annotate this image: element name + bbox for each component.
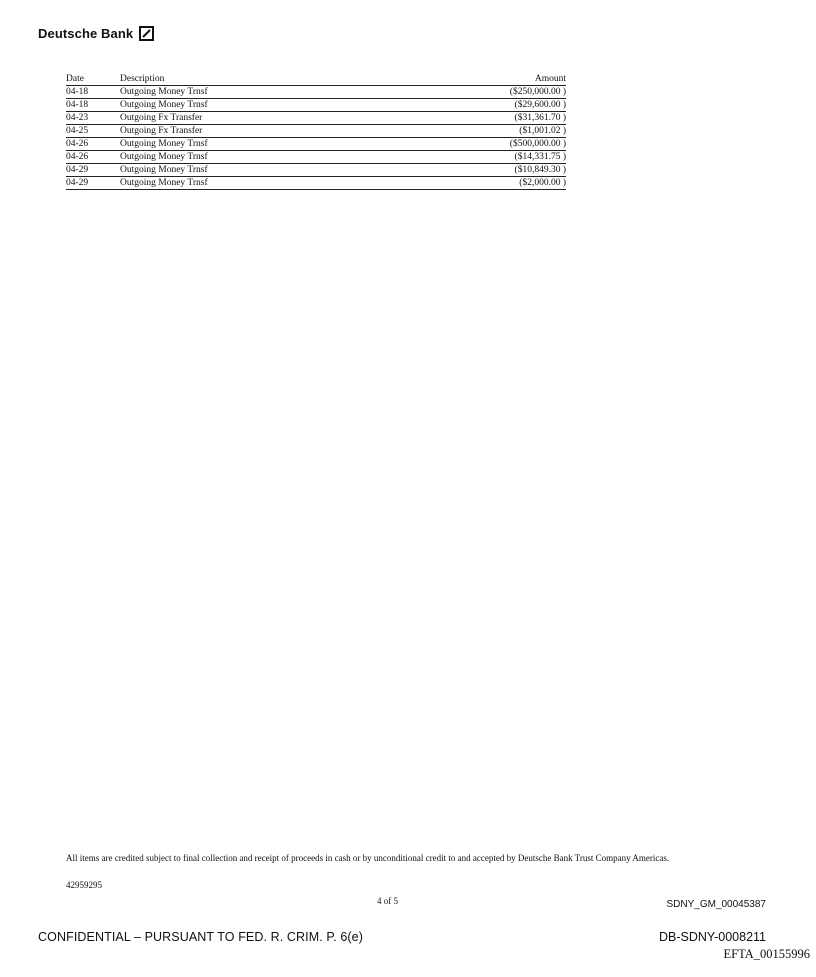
- cell-amount: ($2,000.00 ): [420, 177, 566, 190]
- cell-date: 04-23: [66, 112, 120, 125]
- deutsche-bank-logo-icon: [139, 26, 154, 41]
- cell-date: 04-29: [66, 164, 120, 177]
- cell-date: 04-29: [66, 177, 120, 190]
- cell-description: Outgoing Money Trnsf: [120, 99, 420, 112]
- table-row: [66, 86, 566, 99]
- cell-date: 04-25: [66, 125, 120, 138]
- cell-description: Outgoing Money Trnsf: [120, 86, 420, 99]
- cell-amount: ($10,849.30 ): [420, 164, 566, 177]
- cell-date: 04-26: [66, 151, 120, 164]
- cell-amount: ($250,000.00 ): [420, 86, 566, 99]
- cell-amount: ($1,001.02 ): [420, 125, 566, 138]
- confidential-notice: CONFIDENTIAL – PURSUANT TO FED. R. CRIM. P. 6(e): [38, 930, 363, 944]
- column-header-description: Description: [120, 73, 420, 86]
- brand-name: Deutsche Bank: [38, 26, 134, 41]
- cell-description: Outgoing Money Trnsf: [120, 177, 420, 190]
- cell-description: Outgoing Money Trnsf: [120, 138, 420, 151]
- cell-amount: ($500,000.00 ): [420, 138, 566, 151]
- table-header-row: [66, 73, 566, 86]
- table-row: [66, 164, 566, 177]
- cell-date: 04-18: [66, 86, 120, 99]
- table-row: [66, 99, 566, 112]
- cell-amount: ($14,331.75 ): [420, 151, 566, 164]
- cell-amount: ($31,361.70 ): [420, 112, 566, 125]
- cell-description: Outgoing Fx Transfer: [120, 112, 420, 125]
- page-header: [38, 26, 154, 41]
- table-row: [66, 138, 566, 151]
- cell-amount: ($29,600.00 ): [420, 99, 566, 112]
- table-row: [66, 177, 566, 190]
- cell-description: Outgoing Money Trnsf: [120, 164, 420, 177]
- account-number: 42959295: [66, 880, 102, 890]
- transactions-table: [66, 73, 566, 190]
- cell-description: Outgoing Money Trnsf: [120, 151, 420, 164]
- footer-disclaimer: All items are credited subject to final collection and receipt of proceeds in cash or by unconditional credit to and accepted by Deutsche Bank Trust Company Americas.: [66, 853, 670, 863]
- column-header-date: Date: [66, 73, 120, 86]
- cell-date: 04-18: [66, 99, 120, 112]
- table-row: [66, 125, 566, 138]
- table-row: [66, 151, 566, 164]
- column-header-amount: Amount: [420, 73, 566, 86]
- table-row: [66, 112, 566, 125]
- transactions-body: [66, 86, 566, 190]
- cell-description: Outgoing Fx Transfer: [120, 125, 420, 138]
- bates-sdny-number: SDNY_GM_00045387: [666, 899, 766, 910]
- page-number: 4 of 5: [377, 896, 398, 906]
- efta-number: EFTA_00155996: [723, 947, 810, 961]
- bates-db-number: DB-SDNY-0008211: [658, 930, 766, 944]
- cell-date: 04-26: [66, 138, 120, 151]
